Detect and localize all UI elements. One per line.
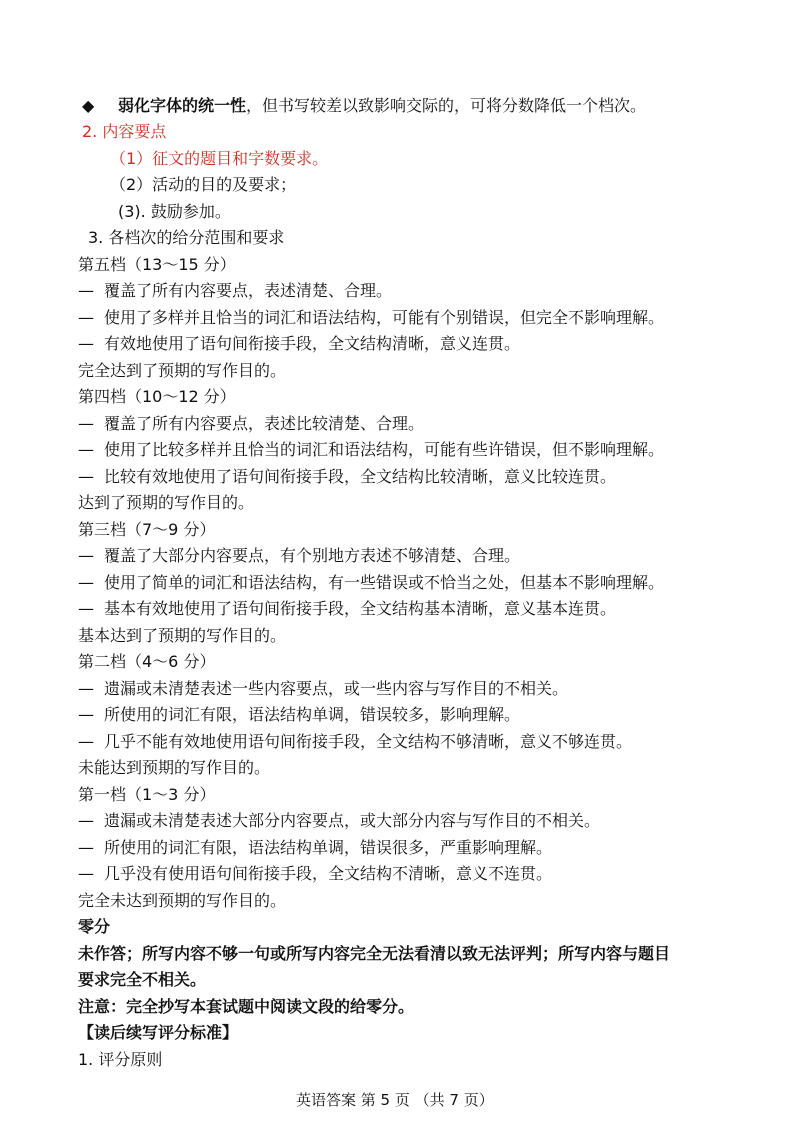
note-font-uniformity [82, 95, 646, 117]
section-heading-grade-bands: 3. 各档次的给分范围和要求 [88, 228, 285, 247]
dash-icon: — [78, 467, 94, 486]
band-4-title: 第四档（10～12 分） [78, 387, 236, 406]
diamond-bullet-icon: ◆ [82, 96, 95, 115]
band-4-item: — 覆盖了所有内容要点，表述比较清楚、合理。 [78, 414, 425, 433]
band-4-summary: 达到了预期的写作目的。 [78, 493, 255, 512]
band-5-item: — 覆盖了所有内容要点，表述清楚、合理。 [78, 281, 393, 300]
dash-icon: — [78, 308, 94, 327]
dash-icon: — [78, 705, 94, 724]
band-5-item: — 有效地使用了语句间衔接手段，全文结构清晰，意义连贯。 [78, 334, 521, 353]
note-rest-text: ，但书写较差以致影响交际的，可将分数降低一个档次。 [246, 96, 647, 115]
dash-icon: — [78, 864, 94, 883]
dash-icon: — [78, 732, 94, 751]
dash-icon: — [78, 546, 94, 565]
band-3-item: — 基本有效地使用了语句间衔接手段，全文结构基本清晰，意义基本连贯。 [78, 599, 617, 618]
band-2-title: 第二档（4～6 分） [78, 652, 216, 671]
dash-icon: — [78, 334, 94, 353]
band-2-item: — 所使用的词汇有限，语法结构单调，错误较多，影响理解。 [78, 705, 521, 724]
band-3-title: 第三档（7～9 分） [78, 520, 216, 539]
dash-icon: — [78, 838, 94, 857]
band-1-item: — 所使用的词汇有限，语法结构单调，错误很多，严重影响理解。 [78, 838, 553, 857]
band-1-summary: 完全未达到预期的写作目的。 [78, 891, 287, 910]
band-5-summary: 完全达到了预期的写作目的。 [78, 361, 287, 380]
zero-score-desc: 未作答；所写内容不够一句或所写内容完全无法看清以致无法评判；所写内容与题目 [78, 944, 671, 963]
dash-icon: — [78, 440, 94, 459]
dash-icon: — [78, 599, 94, 618]
note-bold-text: 弱化字体的统一性 [118, 96, 247, 115]
content-point-1: （1）征文的题目和字数要求。 [110, 149, 329, 168]
dash-icon: — [78, 414, 94, 433]
dash-icon: — [78, 811, 94, 830]
band-5-item: — 使用了多样并且恰当的词汇和语法结构，可能有个别错误，但完全不影响理解。 [78, 308, 665, 327]
content-point-2: （2）活动的目的及要求； [110, 175, 297, 194]
continuation-writing-heading: 【读后续写评分标准】 [78, 1023, 239, 1042]
zero-score-note: 注意：完全抄写本套试题中阅读文段的给零分。 [78, 997, 415, 1016]
band-5-title: 第五档（13～15 分） [78, 255, 236, 274]
page-footer: 英语答案 第 5 页 （共 7 页） [296, 1091, 494, 1109]
band-4-item: — 比较有效地使用了语句间衔接手段，全文结构比较清晰，意义比较连贯。 [78, 467, 617, 486]
band-3-item: — 覆盖了大部分内容要点，有个别地方表述不够清楚、合理。 [78, 546, 521, 565]
band-1-item: — 遗漏或未清楚表述大部分内容要点，或大部分内容与写作目的不相关。 [78, 811, 601, 830]
dash-icon: — [78, 281, 94, 300]
band-2-item: — 几乎不能有效地使用语句间衔接手段，全文结构不够清晰，意义不够连贯。 [78, 732, 633, 751]
section-heading-content-points: 2. 内容要点 [82, 122, 167, 141]
band-3-summary: 基本达到了预期的写作目的。 [78, 626, 287, 645]
band-2-summary: 未能达到预期的写作目的。 [78, 758, 271, 777]
zero-score-title: 零分 [78, 917, 111, 936]
scoring-principle-heading: 1. 评分原则 [78, 1050, 163, 1069]
band-4-item: — 使用了比较多样并且恰当的词汇和语法结构，可能有些许错误，但不影响理解。 [78, 440, 665, 459]
dash-icon: — [78, 573, 94, 592]
band-3-item: — 使用了简单的词汇和语法结构，有一些错误或不恰当之处，但基本不影响理解。 [78, 573, 665, 592]
zero-score-desc-cont: 要求完全不相关。 [78, 970, 207, 989]
band-2-item: — 遗漏或未清楚表述一些内容要点，或一些内容与写作目的不相关。 [78, 679, 569, 698]
content-point-3: (3). 鼓励参加。 [118, 202, 231, 221]
band-1-title: 第一档（1～3 分） [78, 785, 216, 804]
dash-icon: — [78, 679, 94, 698]
band-1-item: — 几乎没有使用语句间衔接手段，全文结构不清晰，意义不连贯。 [78, 864, 553, 883]
